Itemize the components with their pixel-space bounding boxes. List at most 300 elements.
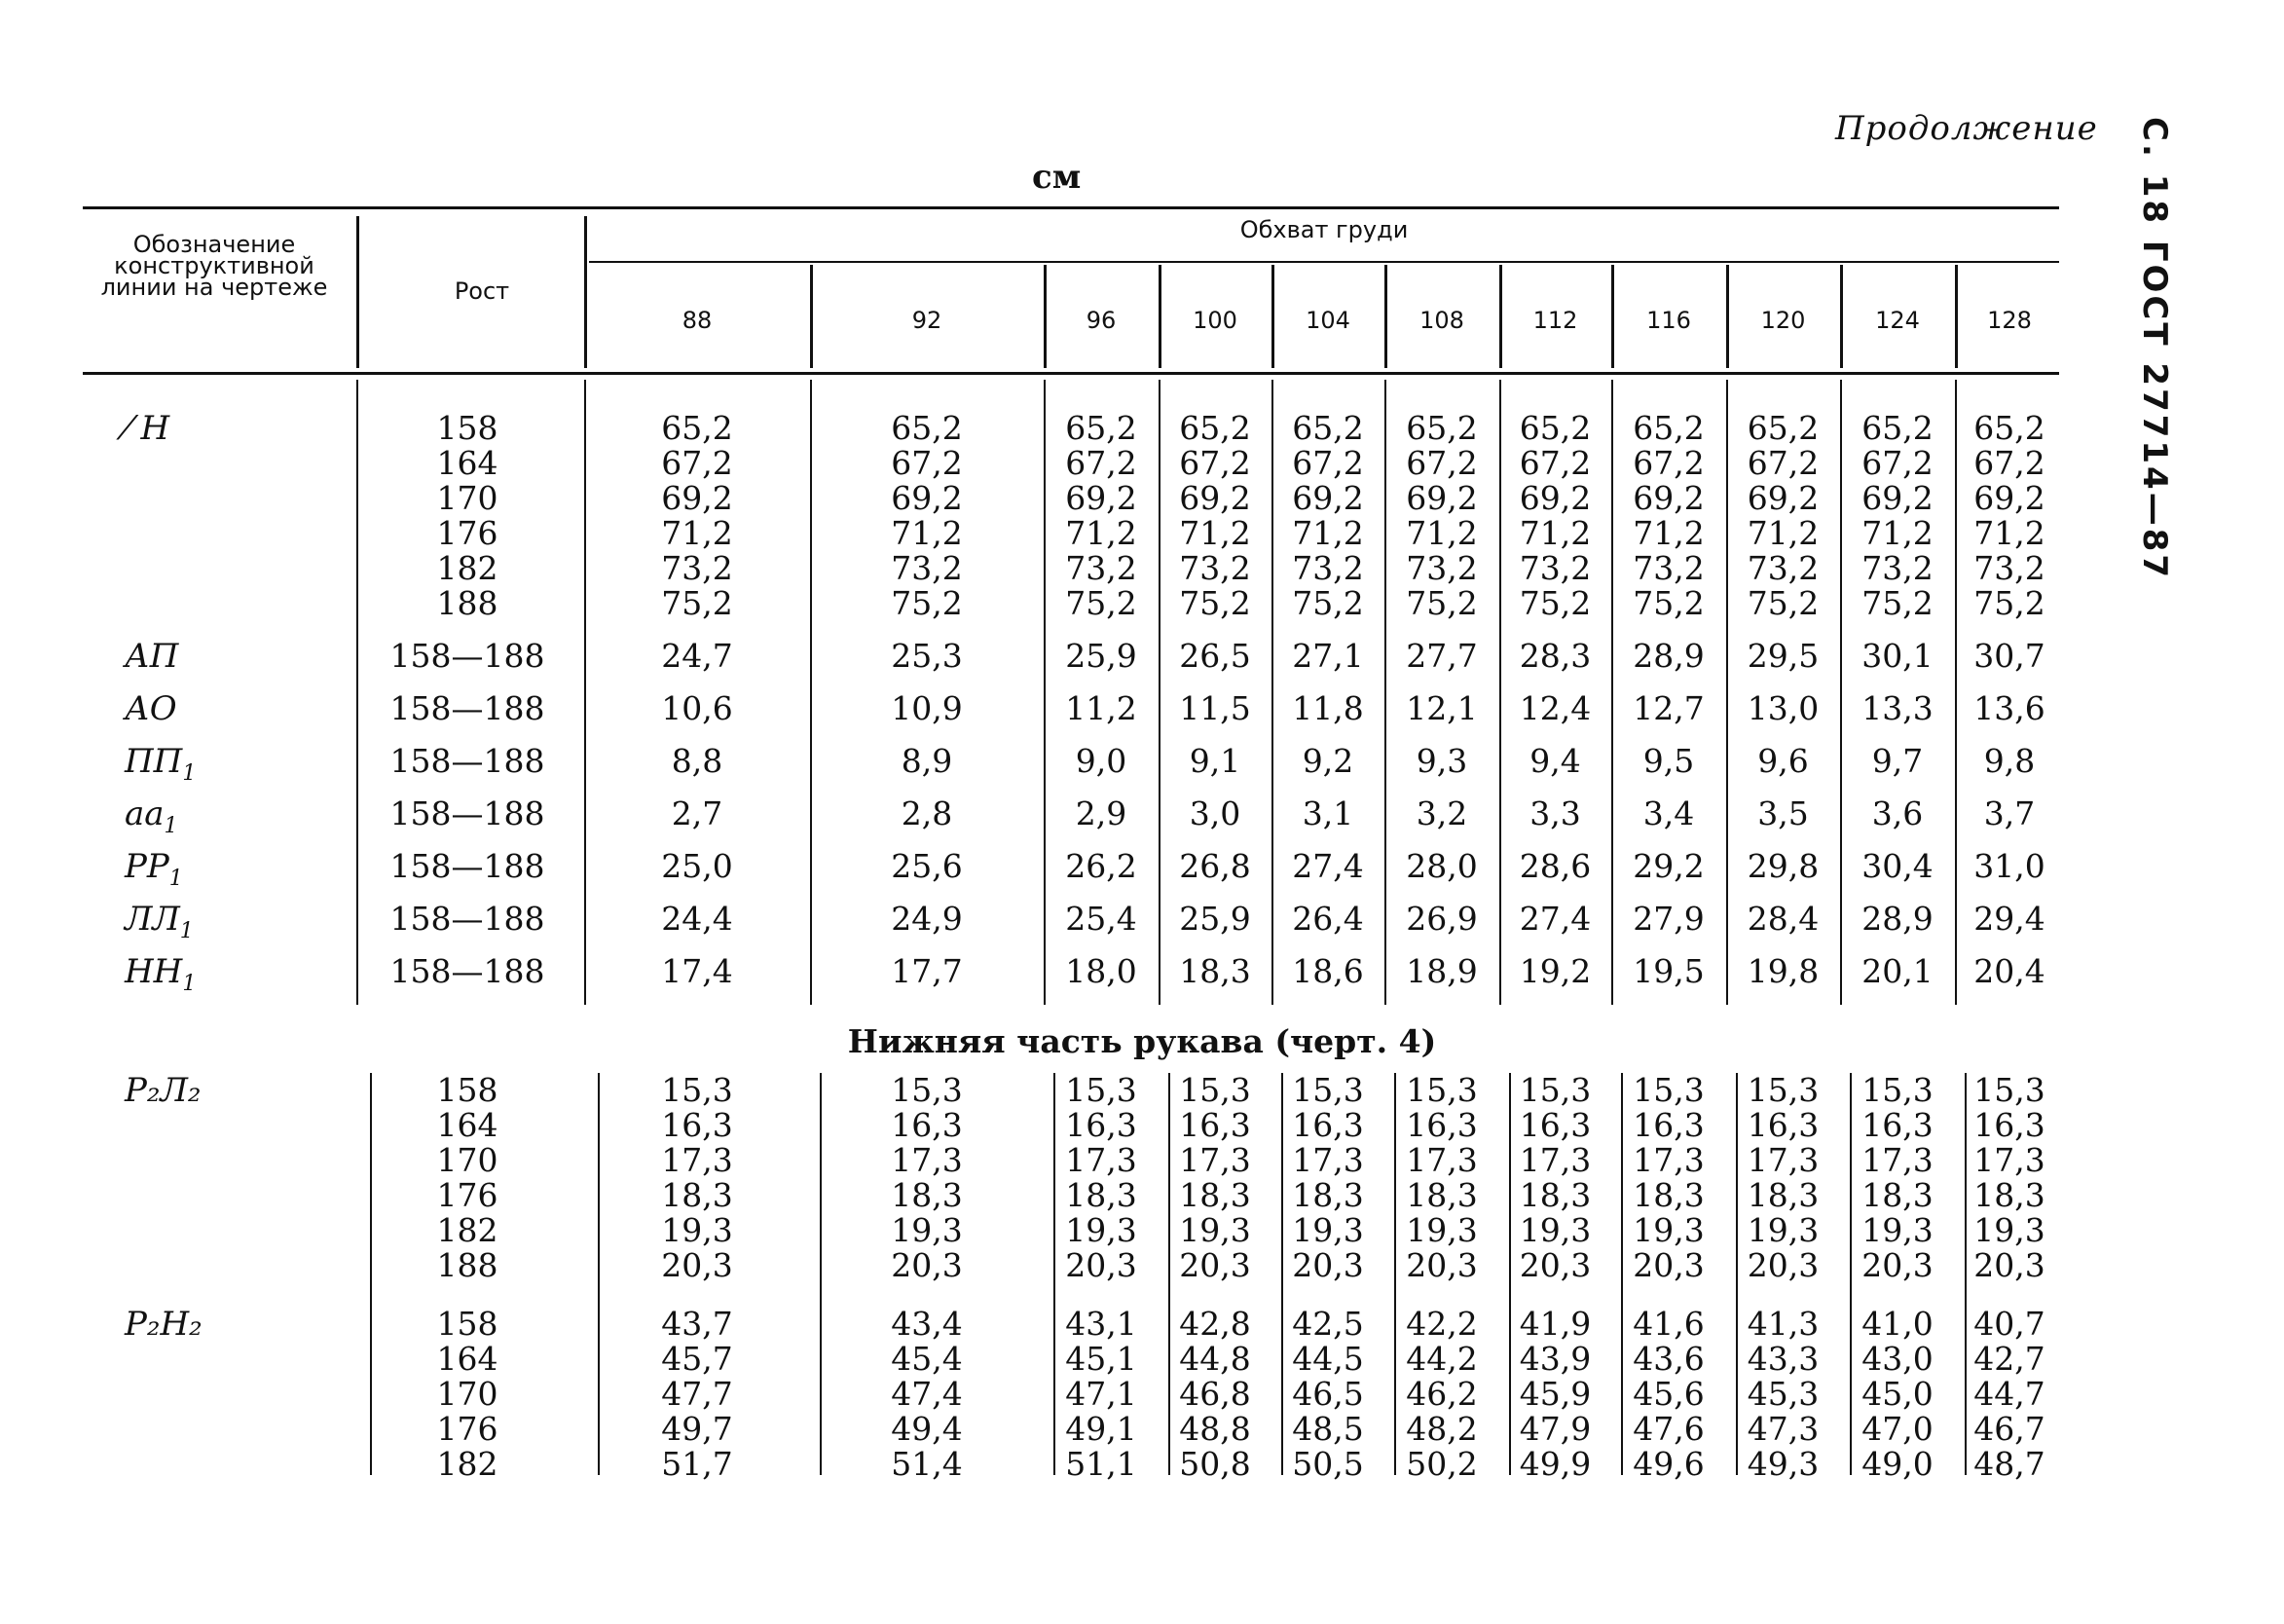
size-header-112: 112 <box>1532 307 1578 334</box>
value-cell: 25,0 <box>661 847 733 885</box>
value-cell: 9,0 <box>1075 742 1127 780</box>
value-cell: 75,2 <box>1633 584 1705 622</box>
value-cell: 67,2 <box>1292 444 1364 482</box>
value-cell: 75,2 <box>891 584 963 622</box>
value-cell: 29,2 <box>1633 847 1705 885</box>
value-cell: 46,7 <box>1973 1410 2045 1448</box>
value-cell: 18,3 <box>1519 1176 1592 1214</box>
value-cell: 65,2 <box>661 409 733 447</box>
value-cell: 24,9 <box>891 900 963 938</box>
value-cell: 69,2 <box>1519 479 1592 517</box>
value-cell: 49,3 <box>1747 1445 1820 1483</box>
value-cell: 20,3 <box>1747 1246 1820 1284</box>
value-cell: 12,4 <box>1519 689 1592 727</box>
value-cell: 45,6 <box>1633 1375 1705 1413</box>
value-cell: 20,3 <box>1179 1246 1251 1284</box>
value-cell: 69,2 <box>1292 479 1364 517</box>
column-divider <box>1726 265 1729 368</box>
column-divider <box>356 216 359 368</box>
value-cell: 75,2 <box>1747 584 1820 622</box>
value-cell: 73,2 <box>1406 549 1478 587</box>
value-cell: 43,4 <box>891 1305 963 1343</box>
value-cell: 28,9 <box>1861 900 1934 938</box>
column-divider <box>1509 1073 1511 1475</box>
line-designation: АП <box>125 637 179 676</box>
value-cell: 18,3 <box>1292 1176 1364 1214</box>
value-cell: 3,7 <box>1983 794 2036 832</box>
value-cell: 16,3 <box>661 1106 733 1144</box>
value-cell: 20,3 <box>1633 1246 1705 1284</box>
value-cell: 48,5 <box>1292 1410 1364 1448</box>
value-cell: 17,4 <box>661 952 733 990</box>
value-cell: 19,3 <box>1292 1211 1364 1249</box>
line-designation: АО <box>125 689 177 728</box>
value-cell: 27,4 <box>1519 900 1592 938</box>
height-cell: 170 <box>436 1375 498 1413</box>
value-cell: 20,3 <box>1065 1246 1137 1284</box>
value-cell: 27,7 <box>1406 637 1478 675</box>
value-cell: 67,2 <box>661 444 733 482</box>
value-cell: 16,3 <box>1519 1106 1592 1144</box>
value-cell: 3,4 <box>1642 794 1695 832</box>
value-cell: 30,4 <box>1861 847 1934 885</box>
value-cell: 19,3 <box>1406 1211 1478 1249</box>
value-cell: 15,3 <box>1861 1071 1934 1109</box>
value-cell: 45,1 <box>1065 1340 1137 1378</box>
column-divider <box>356 380 358 1005</box>
value-cell: 45,9 <box>1519 1375 1592 1413</box>
value-cell: 69,2 <box>1179 479 1251 517</box>
column-divider <box>1840 265 1843 368</box>
value-cell: 45,0 <box>1861 1375 1934 1413</box>
value-cell: 75,2 <box>1519 584 1592 622</box>
value-cell: 11,5 <box>1179 689 1251 727</box>
value-cell: 71,2 <box>1179 514 1251 552</box>
value-cell: 26,5 <box>1179 637 1251 675</box>
value-cell: 71,2 <box>1861 514 1934 552</box>
line-designation: $ЛЛ_1$ <box>125 900 194 943</box>
value-cell: 15,3 <box>891 1071 963 1109</box>
value-cell: 15,3 <box>1633 1071 1705 1109</box>
value-cell: 65,2 <box>1406 409 1478 447</box>
height-cell: 158 <box>436 409 498 447</box>
value-cell: 67,2 <box>1973 444 2045 482</box>
value-cell: 19,3 <box>1519 1211 1592 1249</box>
value-cell: 41,9 <box>1519 1305 1592 1343</box>
value-cell: 9,3 <box>1416 742 1468 780</box>
value-cell: 18,3 <box>1406 1176 1478 1214</box>
value-cell: 47,3 <box>1747 1410 1820 1448</box>
value-cell: 67,2 <box>1519 444 1592 482</box>
column-divider <box>1621 1073 1623 1475</box>
value-cell: 50,2 <box>1406 1445 1478 1483</box>
value-cell: 75,2 <box>1179 584 1251 622</box>
value-cell: 19,8 <box>1747 952 1820 990</box>
value-cell: 25,6 <box>891 847 963 885</box>
value-cell: 2,9 <box>1075 794 1127 832</box>
value-cell: 69,2 <box>1861 479 1934 517</box>
value-cell: 9,4 <box>1529 742 1581 780</box>
value-cell: 17,3 <box>1747 1141 1820 1179</box>
value-cell: 16,3 <box>1861 1106 1934 1144</box>
value-cell: 26,9 <box>1406 900 1478 938</box>
column-divider <box>584 216 587 368</box>
line-designation: ⁄ Н <box>125 409 170 448</box>
value-cell: 43,6 <box>1633 1340 1705 1378</box>
height-cell: 176 <box>436 514 498 552</box>
value-cell: 9,5 <box>1642 742 1695 780</box>
value-cell: 65,2 <box>1973 409 2045 447</box>
value-cell: 44,7 <box>1973 1375 2045 1413</box>
value-cell: 43,3 <box>1747 1340 1820 1378</box>
value-cell: 65,2 <box>1179 409 1251 447</box>
value-cell: 16,3 <box>1747 1106 1820 1144</box>
value-cell: 49,1 <box>1065 1410 1137 1448</box>
value-cell: 15,3 <box>1065 1071 1137 1109</box>
continuation-label: Продолжение <box>1835 109 2098 148</box>
column-divider <box>1271 265 1274 368</box>
value-cell: 30,7 <box>1973 637 2045 675</box>
value-cell: 25,9 <box>1065 637 1137 675</box>
value-cell: 18,3 <box>1633 1176 1705 1214</box>
value-cell: 3,3 <box>1529 794 1581 832</box>
size-header-128: 128 <box>1987 307 2032 334</box>
column-divider <box>1955 380 1957 1005</box>
value-cell: 25,3 <box>891 637 963 675</box>
value-cell: 11,2 <box>1065 689 1137 727</box>
height-cell: 158—188 <box>389 794 545 832</box>
value-cell: 3,5 <box>1757 794 1809 832</box>
column-divider <box>1159 380 1160 1005</box>
value-cell: 50,5 <box>1292 1445 1364 1483</box>
value-cell: 75,2 <box>1292 584 1364 622</box>
value-cell: 73,2 <box>661 549 733 587</box>
height-cell: 158 <box>436 1305 498 1343</box>
value-cell: 65,2 <box>1861 409 1934 447</box>
value-cell: 65,2 <box>1292 409 1364 447</box>
value-cell: 69,2 <box>1406 479 1478 517</box>
value-cell: 47,9 <box>1519 1410 1592 1448</box>
column-divider <box>1840 380 1842 1005</box>
column-divider <box>1726 380 1728 1005</box>
value-cell: 20,1 <box>1861 952 1934 990</box>
value-cell: 15,3 <box>661 1071 733 1109</box>
value-cell: 20,3 <box>1519 1246 1592 1284</box>
value-cell: 17,3 <box>661 1141 733 1179</box>
value-cell: 15,3 <box>1179 1071 1251 1109</box>
value-cell: 9,6 <box>1757 742 1809 780</box>
value-cell: 49,9 <box>1519 1445 1592 1483</box>
value-cell: 71,2 <box>891 514 963 552</box>
value-cell: 45,3 <box>1747 1375 1820 1413</box>
standard-stamp-text: С. 18 ГОСТ 27714—87 <box>2135 117 2174 581</box>
value-cell: 8,8 <box>671 742 723 780</box>
value-cell: 43,0 <box>1861 1340 1934 1378</box>
size-header-88: 88 <box>682 307 713 334</box>
value-cell: 16,3 <box>891 1106 963 1144</box>
value-cell: 3,1 <box>1302 794 1354 832</box>
value-cell: 71,2 <box>1406 514 1478 552</box>
section-title: Нижняя часть рукава (черт. 4) <box>847 1022 1437 1060</box>
value-cell: 42,7 <box>1973 1340 2045 1378</box>
value-cell: 20,3 <box>1973 1246 2045 1284</box>
value-cell: 17,3 <box>1065 1141 1137 1179</box>
value-cell: 9,1 <box>1189 742 1241 780</box>
value-cell: 75,2 <box>1861 584 1934 622</box>
value-cell: 12,7 <box>1633 689 1705 727</box>
value-cell: 18,3 <box>1179 952 1251 990</box>
height-header: Рост <box>454 277 510 305</box>
value-cell: 27,9 <box>1633 900 1705 938</box>
height-cell: 188 <box>436 1246 498 1284</box>
column-divider <box>370 1073 372 1475</box>
value-cell: 42,5 <box>1292 1305 1364 1343</box>
value-cell: 42,8 <box>1179 1305 1251 1343</box>
value-cell: 75,2 <box>661 584 733 622</box>
value-cell: 67,2 <box>1179 444 1251 482</box>
value-cell: 16,3 <box>1065 1106 1137 1144</box>
height-cell: 164 <box>436 444 498 482</box>
chest-header-rule <box>589 261 2059 263</box>
value-cell: 18,6 <box>1292 952 1364 990</box>
height-cell: 188 <box>436 584 498 622</box>
value-cell: 69,2 <box>1633 479 1705 517</box>
value-cell: 73,2 <box>1292 549 1364 587</box>
value-cell: 65,2 <box>891 409 963 447</box>
value-cell: 69,2 <box>1973 479 2045 517</box>
line-designation: Р₂Н₂ <box>125 1305 203 1344</box>
value-cell: 20,3 <box>891 1246 963 1284</box>
value-cell: 19,5 <box>1633 952 1705 990</box>
value-cell: 67,2 <box>1747 444 1820 482</box>
value-cell: 41,6 <box>1633 1305 1705 1343</box>
column-divider <box>1168 1073 1170 1475</box>
height-cell: 176 <box>436 1410 498 1448</box>
height-cell: 158 <box>436 1071 498 1109</box>
standard-stamp <box>2127 117 2186 581</box>
value-cell: 73,2 <box>1633 549 1705 587</box>
height-cell: 164 <box>436 1106 498 1144</box>
value-cell: 18,3 <box>661 1176 733 1214</box>
value-cell: 75,2 <box>1406 584 1478 622</box>
value-cell: 3,0 <box>1189 794 1241 832</box>
value-cell: 28,0 <box>1406 847 1478 885</box>
value-cell: 71,2 <box>1973 514 2045 552</box>
value-cell: 73,2 <box>1747 549 1820 587</box>
height-cell: 176 <box>436 1176 498 1214</box>
value-cell: 44,8 <box>1179 1340 1251 1378</box>
line-designation: $aa_1$ <box>125 794 178 838</box>
height-cell: 158—188 <box>389 847 545 885</box>
value-cell: 19,3 <box>1065 1211 1137 1249</box>
height-cell: 158—188 <box>389 689 545 727</box>
column-divider <box>1850 1073 1852 1475</box>
column-divider <box>1499 265 1502 368</box>
value-cell: 46,5 <box>1292 1375 1364 1413</box>
height-cell: 164 <box>436 1340 498 1378</box>
value-cell: 20,4 <box>1973 952 2045 990</box>
value-cell: 20,3 <box>1406 1246 1478 1284</box>
value-cell: 67,2 <box>1861 444 1934 482</box>
value-cell: 3,6 <box>1871 794 1924 832</box>
value-cell: 18,3 <box>1861 1176 1934 1214</box>
column-divider <box>1044 265 1047 368</box>
value-cell: 19,3 <box>1861 1211 1934 1249</box>
column-divider <box>1394 1073 1396 1475</box>
value-cell: 48,2 <box>1406 1410 1478 1448</box>
value-cell: 49,6 <box>1633 1445 1705 1483</box>
column-divider <box>1384 380 1386 1005</box>
column-divider <box>1053 1073 1055 1475</box>
value-cell: 17,3 <box>1861 1141 1934 1179</box>
value-cell: 15,3 <box>1973 1071 2045 1109</box>
value-cell: 12,1 <box>1406 689 1478 727</box>
value-cell: 51,7 <box>661 1445 733 1483</box>
value-cell: 27,1 <box>1292 637 1364 675</box>
line-designation: $РР_1$ <box>125 847 183 891</box>
value-cell: 19,2 <box>1519 952 1592 990</box>
column-divider <box>1384 265 1387 368</box>
value-cell: 18,3 <box>1747 1176 1820 1214</box>
value-cell: 43,1 <box>1065 1305 1137 1343</box>
height-cell: 182 <box>436 1211 498 1249</box>
value-cell: 9,8 <box>1983 742 2036 780</box>
value-cell: 2,7 <box>671 794 723 832</box>
size-header-92: 92 <box>911 307 942 334</box>
value-cell: 16,3 <box>1973 1106 2045 1144</box>
value-cell: 28,9 <box>1633 637 1705 675</box>
value-cell: 18,3 <box>1179 1176 1251 1214</box>
value-cell: 50,8 <box>1179 1445 1251 1483</box>
value-cell: 48,8 <box>1179 1410 1251 1448</box>
value-cell: 73,2 <box>1973 549 2045 587</box>
value-cell: 69,2 <box>1065 479 1137 517</box>
value-cell: 42,2 <box>1406 1305 1478 1343</box>
value-cell: 47,0 <box>1861 1410 1934 1448</box>
value-cell: 49,4 <box>891 1410 963 1448</box>
value-cell: 46,2 <box>1406 1375 1478 1413</box>
value-cell: 67,2 <box>1065 444 1137 482</box>
value-cell: 67,2 <box>1633 444 1705 482</box>
value-cell: 17,3 <box>1519 1141 1592 1179</box>
size-header-100: 100 <box>1193 307 1237 334</box>
value-cell: 67,2 <box>1406 444 1478 482</box>
value-cell: 44,2 <box>1406 1340 1478 1378</box>
value-cell: 10,9 <box>891 689 963 727</box>
value-cell: 17,7 <box>891 952 963 990</box>
line-designation: $НН_1$ <box>125 952 197 996</box>
value-cell: 3,2 <box>1416 794 1468 832</box>
value-cell: 28,6 <box>1519 847 1592 885</box>
value-cell: 10,6 <box>661 689 733 727</box>
value-cell: 11,8 <box>1292 689 1364 727</box>
height-cell: 170 <box>436 1141 498 1179</box>
value-cell: 67,2 <box>891 444 963 482</box>
value-cell: 19,3 <box>661 1211 733 1249</box>
value-cell: 15,3 <box>1747 1071 1820 1109</box>
column-divider <box>1159 265 1161 368</box>
column-divider <box>1281 1073 1283 1475</box>
size-header-124: 124 <box>1875 307 1920 334</box>
value-cell: 30,1 <box>1861 637 1934 675</box>
value-cell: 44,5 <box>1292 1340 1364 1378</box>
value-cell: 20,3 <box>661 1246 733 1284</box>
value-cell: 73,2 <box>1519 549 1592 587</box>
height-cell: 158—188 <box>389 952 545 990</box>
value-cell: 71,2 <box>1065 514 1137 552</box>
value-cell: 73,2 <box>1179 549 1251 587</box>
value-cell: 48,7 <box>1973 1445 2045 1483</box>
value-cell: 51,4 <box>891 1445 963 1483</box>
value-cell: 18,3 <box>891 1176 963 1214</box>
value-cell: 26,2 <box>1065 847 1137 885</box>
value-cell: 29,5 <box>1747 637 1820 675</box>
value-cell: 13,0 <box>1747 689 1820 727</box>
column-divider <box>1611 380 1613 1005</box>
value-cell: 75,2 <box>1065 584 1137 622</box>
value-cell: 29,4 <box>1973 900 2045 938</box>
value-cell: 71,2 <box>1633 514 1705 552</box>
value-cell: 19,3 <box>1633 1211 1705 1249</box>
height-cell: 158—188 <box>389 742 545 780</box>
value-cell: 26,8 <box>1179 847 1251 885</box>
value-cell: 16,3 <box>1292 1106 1364 1144</box>
column-divider <box>584 380 586 1005</box>
table-top-rule <box>83 206 2059 209</box>
value-cell: 69,2 <box>891 479 963 517</box>
value-cell: 16,3 <box>1406 1106 1478 1144</box>
size-header-108: 108 <box>1419 307 1464 334</box>
value-cell: 73,2 <box>1861 549 1934 587</box>
value-cell: 73,2 <box>1065 549 1137 587</box>
value-cell: 9,7 <box>1871 742 1924 780</box>
value-cell: 65,2 <box>1747 409 1820 447</box>
value-cell: 25,4 <box>1065 900 1137 938</box>
value-cell: 17,3 <box>1292 1141 1364 1179</box>
value-cell: 16,3 <box>1179 1106 1251 1144</box>
value-cell: 15,3 <box>1292 1071 1364 1109</box>
value-cell: 17,3 <box>891 1141 963 1179</box>
value-cell: 17,3 <box>1406 1141 1478 1179</box>
value-cell: 9,2 <box>1302 742 1354 780</box>
column-divider <box>820 1073 822 1475</box>
value-cell: 71,2 <box>1747 514 1820 552</box>
column-divider <box>598 1073 600 1475</box>
column-divider <box>810 380 812 1005</box>
unit-label: см <box>1032 158 1082 197</box>
value-cell: 43,9 <box>1519 1340 1592 1378</box>
value-cell: 13,3 <box>1861 689 1934 727</box>
value-cell: 47,1 <box>1065 1375 1137 1413</box>
value-cell: 65,2 <box>1519 409 1592 447</box>
header-bottom-rule <box>83 372 2059 375</box>
value-cell: 19,3 <box>1973 1211 2045 1249</box>
designation-header: Обозначение конструктивной линии на чертеже <box>100 231 328 301</box>
value-cell: 41,3 <box>1747 1305 1820 1343</box>
value-cell: 71,2 <box>1292 514 1364 552</box>
value-cell: 15,3 <box>1406 1071 1478 1109</box>
height-cell: 158—188 <box>389 900 545 938</box>
size-header-120: 120 <box>1760 307 1806 334</box>
value-cell: 28,4 <box>1747 900 1820 938</box>
height-cell: 170 <box>436 479 498 517</box>
size-header-104: 104 <box>1306 307 1350 334</box>
chest-header: Обхват груди <box>1239 216 1409 243</box>
value-cell: 15,3 <box>1519 1071 1592 1109</box>
column-divider <box>1736 1073 1738 1475</box>
value-cell: 2,8 <box>901 794 953 832</box>
value-cell: 17,3 <box>1179 1141 1251 1179</box>
